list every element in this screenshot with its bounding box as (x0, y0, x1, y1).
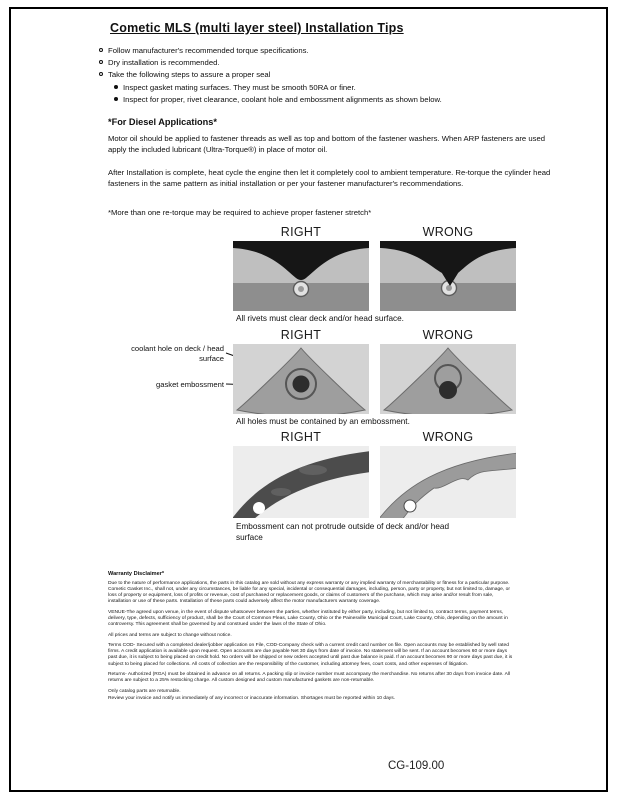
right-label: RIGHT (280, 328, 322, 342)
list-item (114, 95, 569, 104)
legal-paragraph: Due to the nature of performance applications, the parts in this catalog are sold without any express warranty or any implied warranty of merchantability or fitness for a particular purpose. Cometic Gasket Inc., shall not, under any circumstances, be liable for any special, incidental or consequential damages, including, person, party or property, but not limited to, damage, or loss of property or equipment, loss of profits or revenue, cost of purchased or replacement goods, or claims of customers of the purchase, which may arise and/or result from sale, installation or use of these parts. Installation of these parts could adversely affect the motor manufacturers warranty coverage. (108, 581, 510, 605)
legal-paragraph: VENUE-The agreed upon venue, in the event of dispute whatsoever between the parties, whether instituted by either party, including, but not limited to, contract terms, payment terms, delivery, type, defects, sufficiency of product, shall be the Court of Common Pleas, Lake County, Ohio or the Painesville Municipal Court, Lake County, Ohio, depending on the amount in controversy. This agreement shall be governed by and construed under the laws of the State of Ohio. (108, 609, 508, 628)
list-item (99, 58, 569, 67)
tips-list (99, 46, 569, 107)
embossment-right-figure (233, 344, 369, 414)
retorque-note: *More than one re-torque may be required to achieve proper fastener stretch* (108, 208, 372, 217)
callout-gasket-embossment: gasket embossment (156, 380, 224, 389)
diesel-paragraph: After Installation is complete, heat cycle the engine then let it completely cool to ambient temperature. Re-torque the cylinder head fasteners in the same pattern as initial installation or per your fastener manufacturer's recommendations. (108, 168, 551, 188)
warranty-disclaimer-section (108, 571, 516, 707)
list-item (99, 46, 569, 55)
rivet-right-figure (233, 241, 369, 311)
bullet-icon (114, 97, 118, 101)
figure-caption: All rivets must clear deck and/or head surface. (236, 314, 404, 323)
protrusion-right-figure (233, 446, 369, 518)
callout-coolant-hole: coolant hole on deck / head surface (131, 344, 224, 363)
bullet-icon (114, 85, 118, 89)
tip-text: Follow manufacturer's recommended torque specifications. (108, 46, 309, 55)
right-label: RIGHT (280, 430, 322, 444)
figure-row-protrusion (0, 430, 618, 548)
tip-text: Dry installation is recommended. (108, 58, 220, 68)
diesel-applications-heading: *For Diesel Applications* (108, 117, 217, 127)
bullet-icon (99, 72, 103, 76)
legal-paragraph: Terms COD- Secured with a completed dealer/jobber application on File, COD-Company check with a current credit card number on file. Open accounts may be established by well rated firms. A credit application is available upon request. Open accounts are due payable Net 30 days from date of invoice. No statement will be sent. If an account becomes 60 or more days past due, it is subject to being placed on credit hold. No orders will be shipped or new orders accepted until past due balance is paid. If an account becomes 90 or more days past due, it is subject to being placed for collections. All costs of collection are the responsibility of the customer, including attorney fees, court costs, and other expenses of litigation. (108, 643, 513, 667)
wrong-label: WRONG (422, 430, 474, 444)
tip-text: Take the following steps to assure a proper seal (108, 70, 271, 80)
right-label: RIGHT (280, 225, 322, 239)
diesel-paragraph: Motor oil should be applied to fastener threads as well as top and bottom of the fastener washers. When ARP fasteners are used apply the included lubricant (Ultra-Torque®) in place of motor oil. (108, 134, 546, 154)
wrong-label: WRONG (422, 225, 474, 239)
list-item (114, 83, 569, 92)
tip-text: Inspect gasket mating surfaces. They must be smooth 50RA or finer. (123, 82, 356, 92)
legal-paragraph: All prices and terms are subject to change without notice. (108, 632, 232, 638)
legal-paragraph: Returns- Authorized (RGA) must be obtained in advance on all returns. A packing slip or invoice number must accompany the merchandise. No returns after 30 days from invoice date. All returns are subject to a 25% restocking charge. All custom designed and custom manufactured gaskets are non-returnable. (108, 672, 511, 684)
page-title: Cometic MLS (multi layer steel) Installation Tips (110, 21, 404, 35)
catalog-page-code: CG-109.00 (388, 760, 445, 772)
legal-paragraph: Review your invoice and notify us immediately of any incorrect or inaccurate information. Shortages must be reported within 10 days. (108, 696, 396, 702)
figure-caption: All holes must be contained by an embossment. (236, 417, 410, 426)
bullet-icon (99, 48, 103, 52)
wrong-label: WRONG (422, 328, 474, 342)
rivet-wrong-figure (380, 241, 516, 311)
warranty-disclaimer-heading: Warranty Disclaimer* (108, 571, 165, 577)
tip-text: Inspect for proper, rivet clearance, coolant hole and embossment alignments as shown below. (123, 94, 442, 104)
embossment-wrong-figure (380, 344, 516, 414)
figure-row-rivets (0, 225, 618, 327)
protrusion-wrong-figure (380, 446, 516, 518)
figure-row-embossment (0, 328, 618, 430)
legal-paragraph: Only catalog parts are returnable. (108, 688, 181, 694)
figure-caption: Embossment can not protrude outside of deck and/or head surface (236, 522, 450, 542)
bullet-icon (99, 60, 103, 64)
list-item (99, 70, 569, 79)
